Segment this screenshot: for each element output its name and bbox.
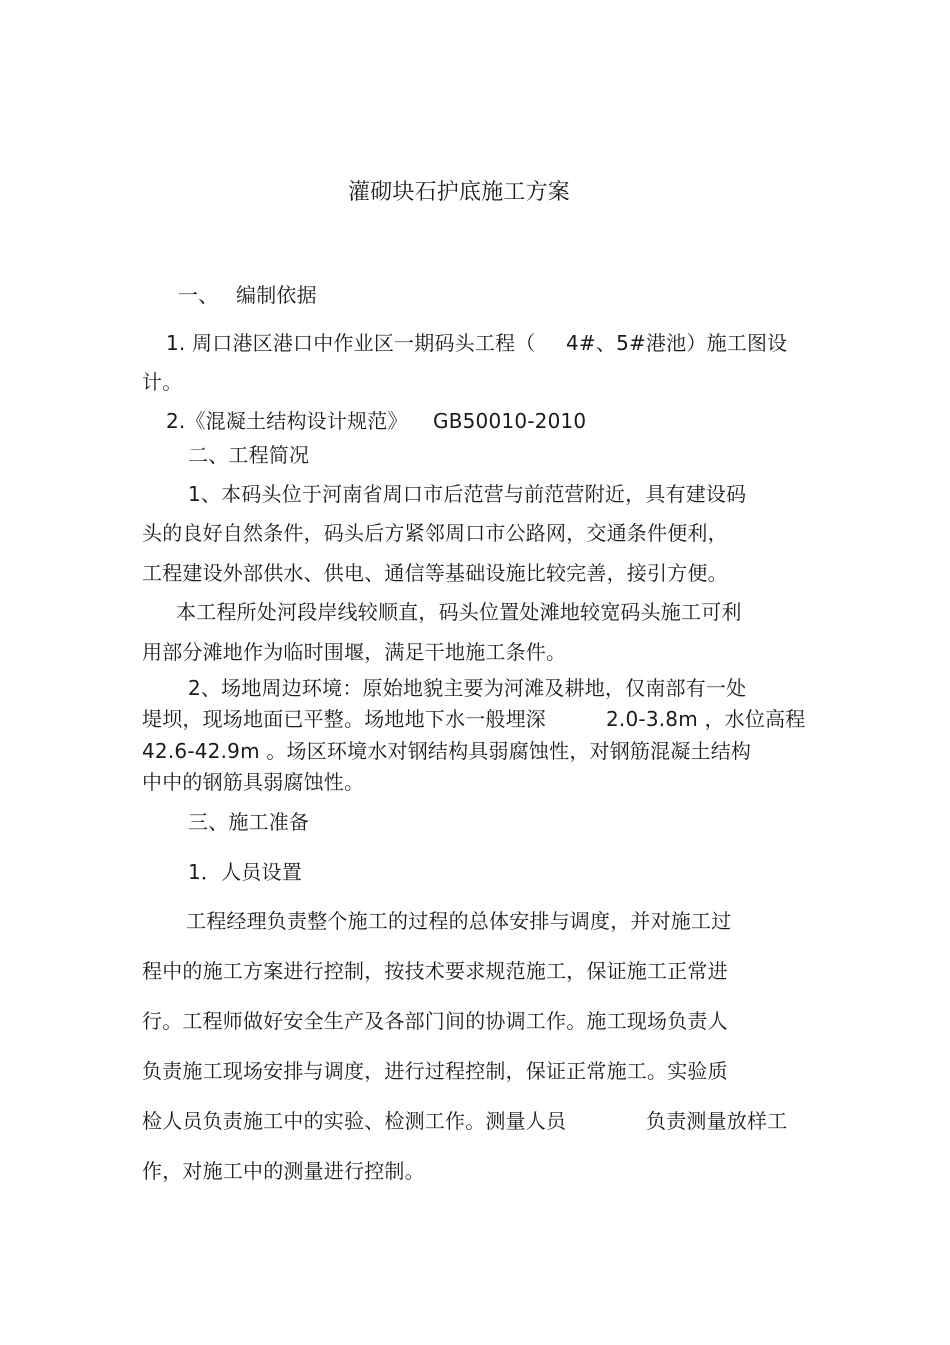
para-4-line-1: 工程经理负责整个施工的过程的总体安排与调度，并对施工过: [186, 909, 732, 933]
section-1-number: 一、: [178, 283, 219, 307]
section-3-heading: 三、施工准备: [188, 810, 310, 834]
para-4-line-3: 行。工程师做好安全生产及各部门间的协调工作。施工现场负责人: [142, 1009, 728, 1033]
item-1-line-1a: 1. 周口港区港口中作业区一期码头工程（: [166, 331, 536, 355]
para-3-line-2a: 堤坝，现场地面已平整。场地地下水一般埋深: [142, 707, 546, 731]
para-3-line-1: 2、场地周边环境：原始地貌主要为河滩及耕地，仅南部有一处: [188, 676, 747, 700]
section-1-heading: 编制依据: [236, 283, 317, 307]
para-2-line-1: 本工程所处河段岸线较顺直，码头位置处滩地较宽码头施工可利: [176, 600, 742, 624]
para-1-line-2: 头的良好自然条件，码头后方紧邻周口市公路网，交通条件便利，: [142, 521, 728, 545]
para-3-line-3: 42.6-42.9m 。场区环境水对钢结构具弱腐蚀性，对钢筋混凝土结构: [142, 739, 752, 763]
item-2-code: GB50010-2010: [433, 409, 587, 433]
para-3-line-2b: 2.0-3.8m ，水位高程: [606, 707, 806, 731]
para-2-line-2: 用部分滩地作为临时围堰，满足干地施工条件。: [142, 640, 567, 664]
section-2-heading: 二、工程简况: [188, 443, 310, 467]
para-1-line-1: 1、本码头位于河南省周口市后范营与前范营附近，具有建设码: [188, 482, 747, 506]
para-4-line-5a: 检人员负责施工中的实验、检测工作。测量人员: [142, 1109, 567, 1133]
document-title: 灌砌块石护底施工方案: [348, 180, 571, 205]
subsection-1-heading: 1．人员设置: [188, 860, 302, 884]
item-1-line-2: 计。: [142, 370, 183, 394]
item-2-title: 2.《混凝土结构设计规范》: [166, 409, 408, 433]
para-4-line-6: 作，对施工中的测量进行控制。: [142, 1159, 425, 1183]
para-1-line-3: 工程建设外部供水、供电、通信等基础设施比较完善，接引方便。: [142, 561, 728, 585]
para-4-line-5b: 负责测量放样工: [646, 1109, 788, 1133]
para-3-line-4: 中中的钢筋具弱腐蚀性。: [142, 770, 365, 794]
para-4-line-4: 负责施工现场安排与调度，进行过程控制，保证正常施工。实验质: [142, 1059, 728, 1083]
item-1-line-1b: 4#、5#港池）施工图设: [566, 331, 788, 355]
para-4-line-2: 程中的施工方案进行控制，按技术要求规范施工，保证施工正常进: [142, 959, 728, 983]
